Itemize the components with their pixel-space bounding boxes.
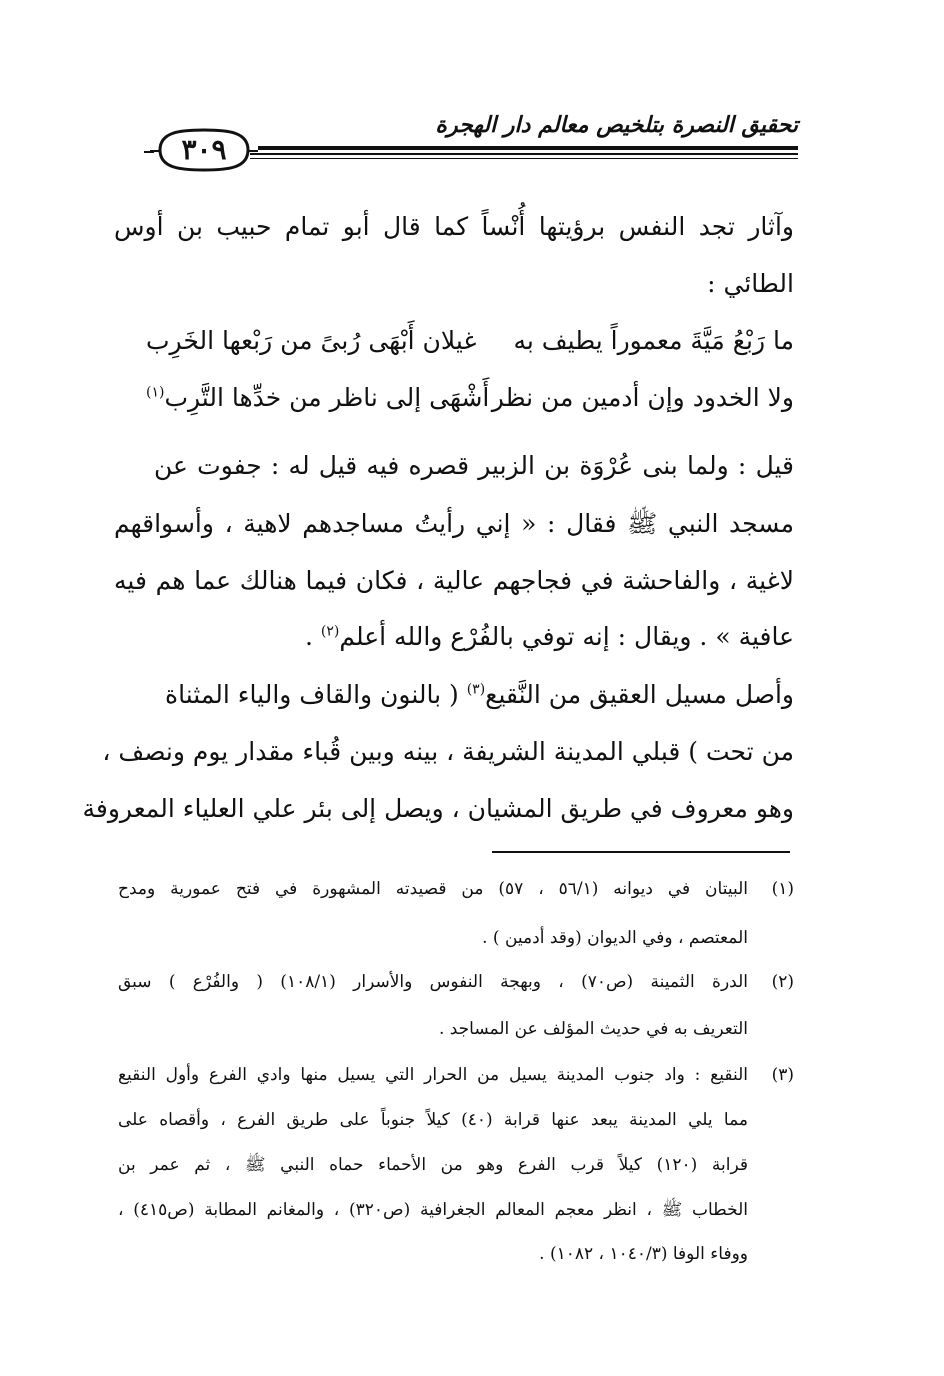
footnote-ref-1: (١) [146,384,165,401]
footnote-ref-3: (٣) [466,681,486,698]
para3-line-3: وهو معروف في طريق المشيان ، ويصل إلى بئر علي العلياء المعروفة [82,794,794,823]
footnote-3-line-5: ووفاء الوفا (١٠٤٠/٣ ، ١٠٨٢) . [539,1244,748,1264]
para3-line-1-text-a: وأصل مسيل العقيق من النَّقيع [485,680,794,709]
footnote-3-line-4: الخطاب ﷺ ، انظر معجم المعالم الجغرافية (ص٣٢٠) ، والمغانم المطابة (ص٤١٥) ، [118,1200,748,1220]
para3-line-1 [154,680,794,709]
footnote-1-line-1: البيتان في ديوانه (٥٦/١ ، ٥٧) من قصيدته المشهورة في فتح عمورية ومدح [118,879,749,899]
header-rule-thin [250,153,798,155]
para2-line-2: مسجد النبي ﷺ فقال : « إني رأيتُ مساجدهم لاهية ، وأسواقهم [114,509,794,538]
verse-2-hemistich-2 [146,383,489,412]
running-header-title: تحقيق النصرة بتلخيص معالم دار الهجرة [435,112,798,138]
verse-2-hemistich-1: ولا الخدود وإن أدمين من نظر [491,383,794,412]
para2-line-4-end: . [304,622,321,651]
footnote-3-line-1: النقيع : واد جنوب المدينة يسيل من الحرار التي يسيل منها وادي الفرع وأول النقيع [118,1065,748,1085]
verse-1-hemistich-2: غيلان أَبْهَى رُبىً من رَبْعها الخَرِب [146,326,477,355]
page-number: ٣٠٩ [181,133,227,166]
verse-2-text: أَشْهَى إلى ناظر من خدِّها التَّرِب [164,383,490,412]
footnote-1-line-2: المعتصم ، وفي الديوان (وقد أدمين ) . [482,928,748,948]
body-line-2: الطائي : [707,269,794,298]
header-rule-bottom [250,158,798,159]
footnote-3-line-3: قرابة (١٢٠) كيلاً قرب الفرع وهو من الأحماء حماه النبي ﷺ ، ثم عمر بن [118,1155,748,1175]
para2-line-3: لاغية ، والفاحشة في فجاجهم عالية ، فكان فيما هنالك عما هم فيه [114,566,794,595]
body-line-1: وآثار تجد النفس برؤيتها أُنْساً كما قال أبو تمام حبيب بن أوس [114,212,794,241]
para2-line-4 [114,622,794,651]
page-number-frame [150,126,258,174]
footnote-1-number: (١) [771,879,794,899]
footnote-3-number: (٣) [771,1065,794,1085]
footnote-3-line-2: مما يلي المدينة يبعد عنها قرابة (٤٠) كيلاً جنوباً على طريق الفرع ، وأقصاه على [118,1110,748,1130]
footnote-ref-2: (٢) [320,623,340,640]
footnote-2-line-1: الدرة الثمينة (ص٧٠) ، وبهجة النفوس والأسرار (١٠٨/١) ( والفُرْع ) سبق [118,972,748,992]
para3-line-2: من تحت ) قبلي المدينة الشريفة ، بينه وبين قُباء مقدار يوم ونصف ، [102,737,794,766]
para2-line-1: قيل : ولما بنى عُرْوَة بن الزبير قصره فيه قيل له : جفوت عن [154,451,794,480]
para3-line-1-text-b: ( بالنون والقاف والياء المثناة [165,680,467,709]
verse-1-hemistich-1: ما رَبْعُ مَيَّةَ معموراً يطيف به [513,326,794,355]
footnote-2-line-2: التعريف به في حديث المؤلف عن المساجد . [438,1019,748,1039]
footnote-2-number: (٢) [771,972,794,992]
footnote-divider [492,851,790,853]
para2-line-4-text: عافية » . ويقال : إنه توفي بالفُرْع والله أعلم [339,622,794,651]
header-rule-thick [258,146,798,150]
